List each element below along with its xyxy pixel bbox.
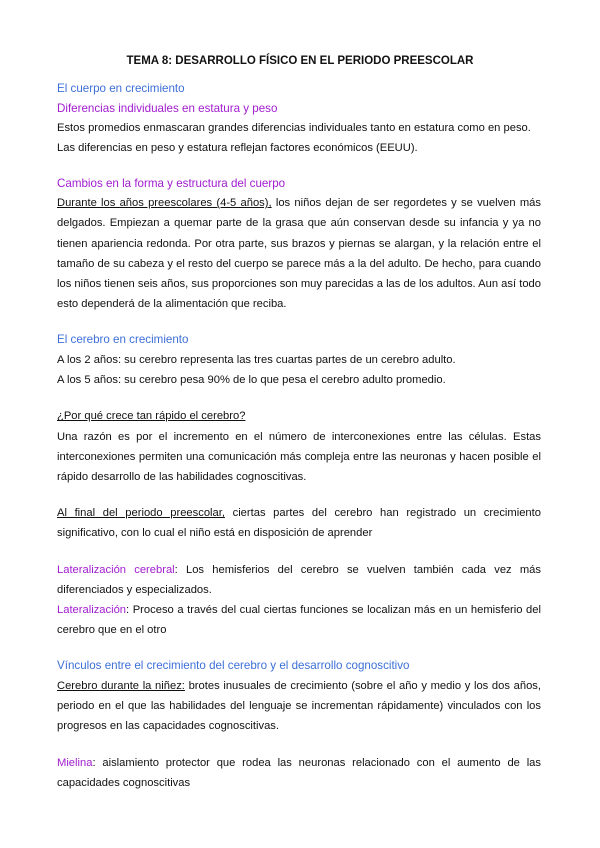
underlined-lead: Cerebro durante la niñez:: [57, 680, 185, 693]
paragraph-text: brotes inusuales de crecimiento (sobre el año y medio y los dos años, periodo en el que las habilidades del lenguaje se incrementan rápidamente) vinculados con los progresos en las capacidades cognoscitivas.: [57, 680, 541, 733]
paragraph-line: Estos promedios enmascaran grandes diferencias individuales tanto en estatura como en peso.: [57, 122, 531, 135]
paragraph-line: A los 2 años: su cerebro representa las tres cuartas partes de un cerebro adulto.: [57, 354, 456, 366]
paragraph-line: A los 5 años: su cerebro pesa 90% de lo que pesa el cerebro adulto promedio.: [57, 374, 446, 387]
paragraph-body-shape: [57, 193, 541, 314]
underlined-lead: Durante los años preescolares (4-5 años),: [57, 197, 272, 210]
paragraph-lateralization-cerebral: [57, 560, 541, 600]
term-label: Lateralización: [57, 604, 127, 617]
paragraph-line: Las diferencias en peso y estatura reflejan factores económicos (EEUU).: [57, 142, 418, 155]
paragraph-myelin: [57, 753, 541, 793]
paragraph-brain-childhood: [57, 676, 541, 737]
paragraph-end-preschool: [57, 503, 541, 543]
underlined-lead: Al final del periodo preescolar,: [57, 507, 225, 520]
section-heading-brain-growth: El cerebro en crecimiento: [57, 333, 189, 347]
term-label: Mielina: [57, 756, 93, 769]
document-body: [57, 79, 541, 793]
term-label: Lateralización cerebral: [57, 563, 175, 576]
paragraph-brain-why: Una razón es por el incremento en el número de interconexiones entre las células. Estas interconexiones permiten una comunicación más compleja entre las neuronas y hacen posible el rápido desarrollo de las habilidades cognoscitivas.: [57, 430, 541, 484]
definition-text: : Los hemisferios del cerebro se vuelven también cada vez más diferenciados y especializados.: [57, 563, 541, 596]
paragraph-text: ciertas partes del cerebro han registrado un crecimiento significativo, con lo cual el niño está en disposición de aprender: [57, 507, 541, 540]
paragraph-lateralization: [57, 600, 541, 640]
section-heading-body-shape: Cambios en la forma y estructura del cuerpo: [57, 176, 286, 190]
question-heading: ¿Por qué crece tan rápido el cerebro?: [57, 410, 246, 423]
section-heading-body-growth: El cuerpo en crecimiento: [57, 82, 185, 95]
definition-text: : Proceso a través del cual ciertas funciones se localizan más en un hemisferio del cerebro que en el otro: [57, 604, 541, 637]
definition-text: : aislamiento protector que rodea las neuronas relacionado con el aumento de las capacidades cognoscitivas: [57, 756, 541, 789]
paragraph-text: los niños dejan de ser regordetes y se vuelven más delgados. Empiezan a quemar parte de la grasa que aún conservan desde su infancia y ya no tienen apariencia redonda. Por otra parte, sus brazos y piernas se alargan, y la relación entre el tamaño de su cabeza y el resto del cuerpo se parece más a la del adulto. De hecho, para cuando los niños tienen seis años, sus proporciones son muy parecidas a las de los adultos. Aun así todo esto dependerá de la alimentación que reciba.: [57, 197, 541, 311]
subheading-individual-differences: Diferencias individuales en estatura y peso: [57, 101, 278, 115]
page-title: TEMA 8: DESARROLLO FÍSICO EN EL PERIODO PREESCOLAR: [126, 55, 474, 67]
section-heading-brain-cognition: Vínculos entre el crecimiento del cerebro y el desarrollo cognoscitivo: [57, 659, 410, 673]
